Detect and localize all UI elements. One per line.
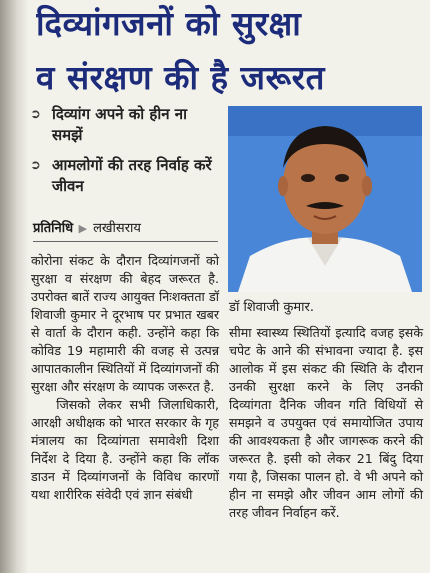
- headline-line-2: व संरक्षण की है जरूरत: [36, 58, 325, 97]
- article-paragraph: कोरोना संकट के दौरान दिव्यांगजनों को सुरक्षा व संरक्षण की बेहद जरूरत है. उपरोक्त बातें राज्य आयुक्त निःशक्तता डॉ शिवाजी कुमार ने दूरभाष पर प्रभात खबर से वार्ता के दौरान कही. उन्होंने कहा कि कोविड 19 महामारी की वजह से उत्पन्न आपातकालीन स्थितियों में दिव्यांगजनों की सुरक्षा और संरक्षण के व्यापक जरूरत है.: [31, 253, 219, 394]
- photo-caption: डॉ शिवाजी कुमार.: [229, 300, 314, 315]
- portrait-photo: [228, 106, 422, 292]
- byline: [33, 220, 141, 238]
- curved-arrow-icon: ➲: [30, 107, 41, 122]
- triangle-separator-icon: ▶: [75, 222, 88, 235]
- byline-place: लखीसराय: [93, 221, 141, 236]
- bullet-point-2: [30, 155, 220, 197]
- headline-line-1: दिव्यांगजनों को सुरक्षा: [36, 4, 302, 43]
- portrait-illustration: [228, 106, 422, 292]
- curved-arrow-icon: ➲: [30, 158, 41, 173]
- article-column-left: [31, 252, 219, 504]
- article-column-right: [229, 324, 423, 522]
- article-paragraph: सीमा स्वास्थ्य स्थितियों इत्यादि वजह इसके चपेट के आने की संभावना ज्यादा है. इस आलोक में इस संकट की स्थिति के दौरान उनकी सुरक्षा करने के लिए उनकी दिव्यांगता दैनिक जीवन गति विधियों से समझने व उपयुक्त एवं समायोजित उपाय की आवश्यकता है और जागरूक करने की जरूरत है. इसी को लेकर 21 बिंदु दिया गया है, जिसका पालन हो. वे भी अपने को हीन ना समझे और जीवन आम लोगों की तरह जीवन निर्वाहन करें.: [229, 325, 423, 520]
- bullet-text: आमलोगों की तरह निर्वाह करें जीवन: [52, 156, 212, 195]
- bullet-text: दिव्यांग अपने को हीन ना समझें: [52, 105, 187, 144]
- bullet-point-1: [30, 104, 220, 146]
- article-paragraph: जिसको लेकर सभी जिलाधिकारी, आरक्षी अधीक्षक को भारत सरकार के गृह मंत्रालय का दिव्यांगता समावेशी दिशा निर्देश दे दिया है. उन्होंने कहा कि लॉक डाउन में दिव्यांगजनों के विविध कारणों यथा शारीरिक संवेदी एवं ज्ञान संबंधी: [31, 397, 219, 502]
- page-fold-shadow: [0, 0, 28, 573]
- byline-divider: [33, 241, 218, 242]
- byline-name: प्रतिनिधि: [33, 221, 74, 236]
